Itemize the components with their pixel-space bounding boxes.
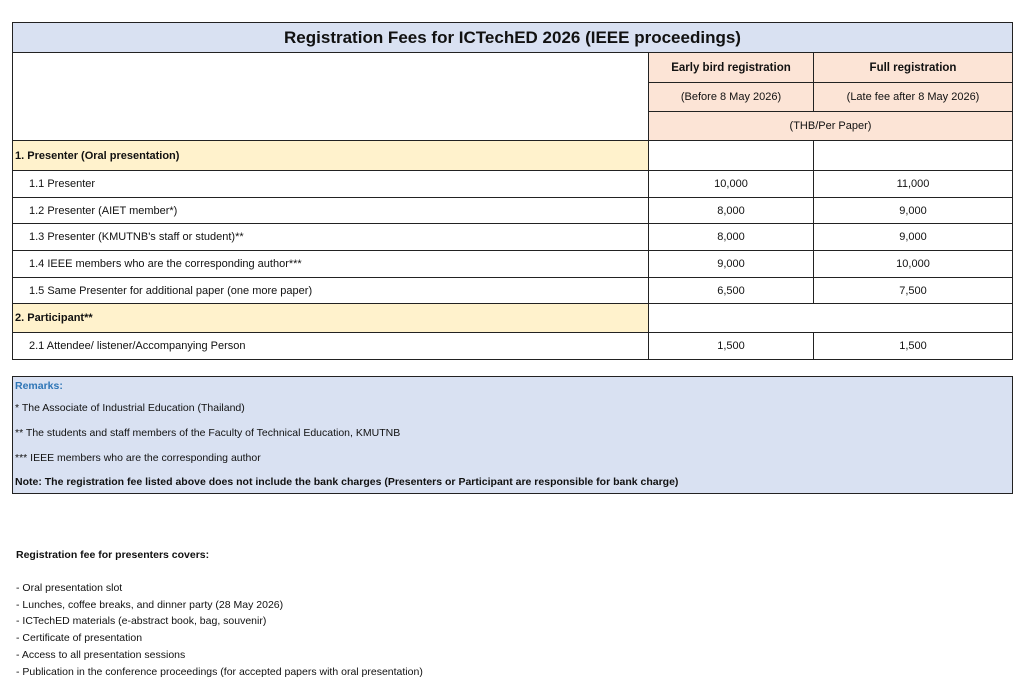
remark-item: * The Associate of Industrial Education (Thailand) xyxy=(15,402,245,414)
section-blank-early xyxy=(648,140,814,171)
remarks-note: Note: The registration fee listed above does not include the bank charges (Presenters or Participant are responsible for bank charge) xyxy=(15,476,679,488)
header-early-bird: Early bird registration xyxy=(648,52,814,83)
row-early-fee: 6,500 xyxy=(648,277,814,304)
header-early-bird-date: (Before 8 May 2026) xyxy=(648,82,814,112)
covers-item: - ICTechED materials (e-abstract book, bag, souvenir) xyxy=(16,615,267,628)
covers-item: - Oral presentation slot xyxy=(16,581,123,594)
row-label: 1.1 Presenter xyxy=(12,170,649,198)
row-full-fee: 10,000 xyxy=(813,250,1013,278)
row-label: 1.5 Same Presenter for additional paper (one more paper) xyxy=(12,277,649,304)
row-full-fee: 7,500 xyxy=(813,277,1013,304)
covers-item: - Lunches, coffee breaks, and dinner party (28 May 2026) xyxy=(16,598,284,611)
remark-item: ** The students and staff members of the Faculty of Technical Education, KMUTNB xyxy=(15,427,401,439)
remark-item: *** IEEE members who are the corresponding author xyxy=(15,452,261,464)
row-label: 1.4 IEEE members who are the corresponding author*** xyxy=(12,250,649,278)
header-blank-cell xyxy=(12,52,649,141)
section-blank-full xyxy=(813,140,1013,171)
covers-heading: Registration fee for presenters covers: xyxy=(16,549,210,561)
row-early-fee: 8,000 xyxy=(648,197,814,224)
table-title: Registration Fees for ICTechED 2026 (IEEE proceedings) xyxy=(12,22,1013,53)
covers-section xyxy=(16,547,423,681)
row-label: 1.3 Presenter (KMUTNB's staff or student)** xyxy=(12,223,649,251)
header-unit: (THB/Per Paper) xyxy=(648,111,1013,141)
covers-item: - Access to all presentation sessions xyxy=(16,648,186,661)
covers-item: - Certificate of presentation xyxy=(16,632,143,645)
header-full: Full registration xyxy=(813,52,1013,83)
row-early-fee: 10,000 xyxy=(648,170,814,198)
remarks-heading: Remarks: xyxy=(15,380,63,392)
row-early-fee: 9,000 xyxy=(648,250,814,278)
row-label: 2.1 Attendee/ listener/Accompanying Person xyxy=(12,332,649,360)
section-blank-fees xyxy=(648,303,1013,333)
section-heading-participant: 2. Participant** xyxy=(12,303,649,333)
row-full-fee: 9,000 xyxy=(813,197,1013,224)
remarks-box xyxy=(12,376,1013,494)
row-full-fee: 11,000 xyxy=(813,170,1013,198)
covers-item: - Publication in the conference proceedings (for accepted papers with oral presentation) xyxy=(16,665,423,678)
row-label: 1.2 Presenter (AIET member*) xyxy=(12,197,649,224)
row-full-fee: 1,500 xyxy=(813,332,1013,360)
header-full-date: (Late fee after 8 May 2026) xyxy=(813,82,1013,112)
row-early-fee: 8,000 xyxy=(648,223,814,251)
section-heading-presenter: 1. Presenter (Oral presentation) xyxy=(12,140,649,171)
row-full-fee: 9,000 xyxy=(813,223,1013,251)
row-early-fee: 1,500 xyxy=(648,332,814,360)
